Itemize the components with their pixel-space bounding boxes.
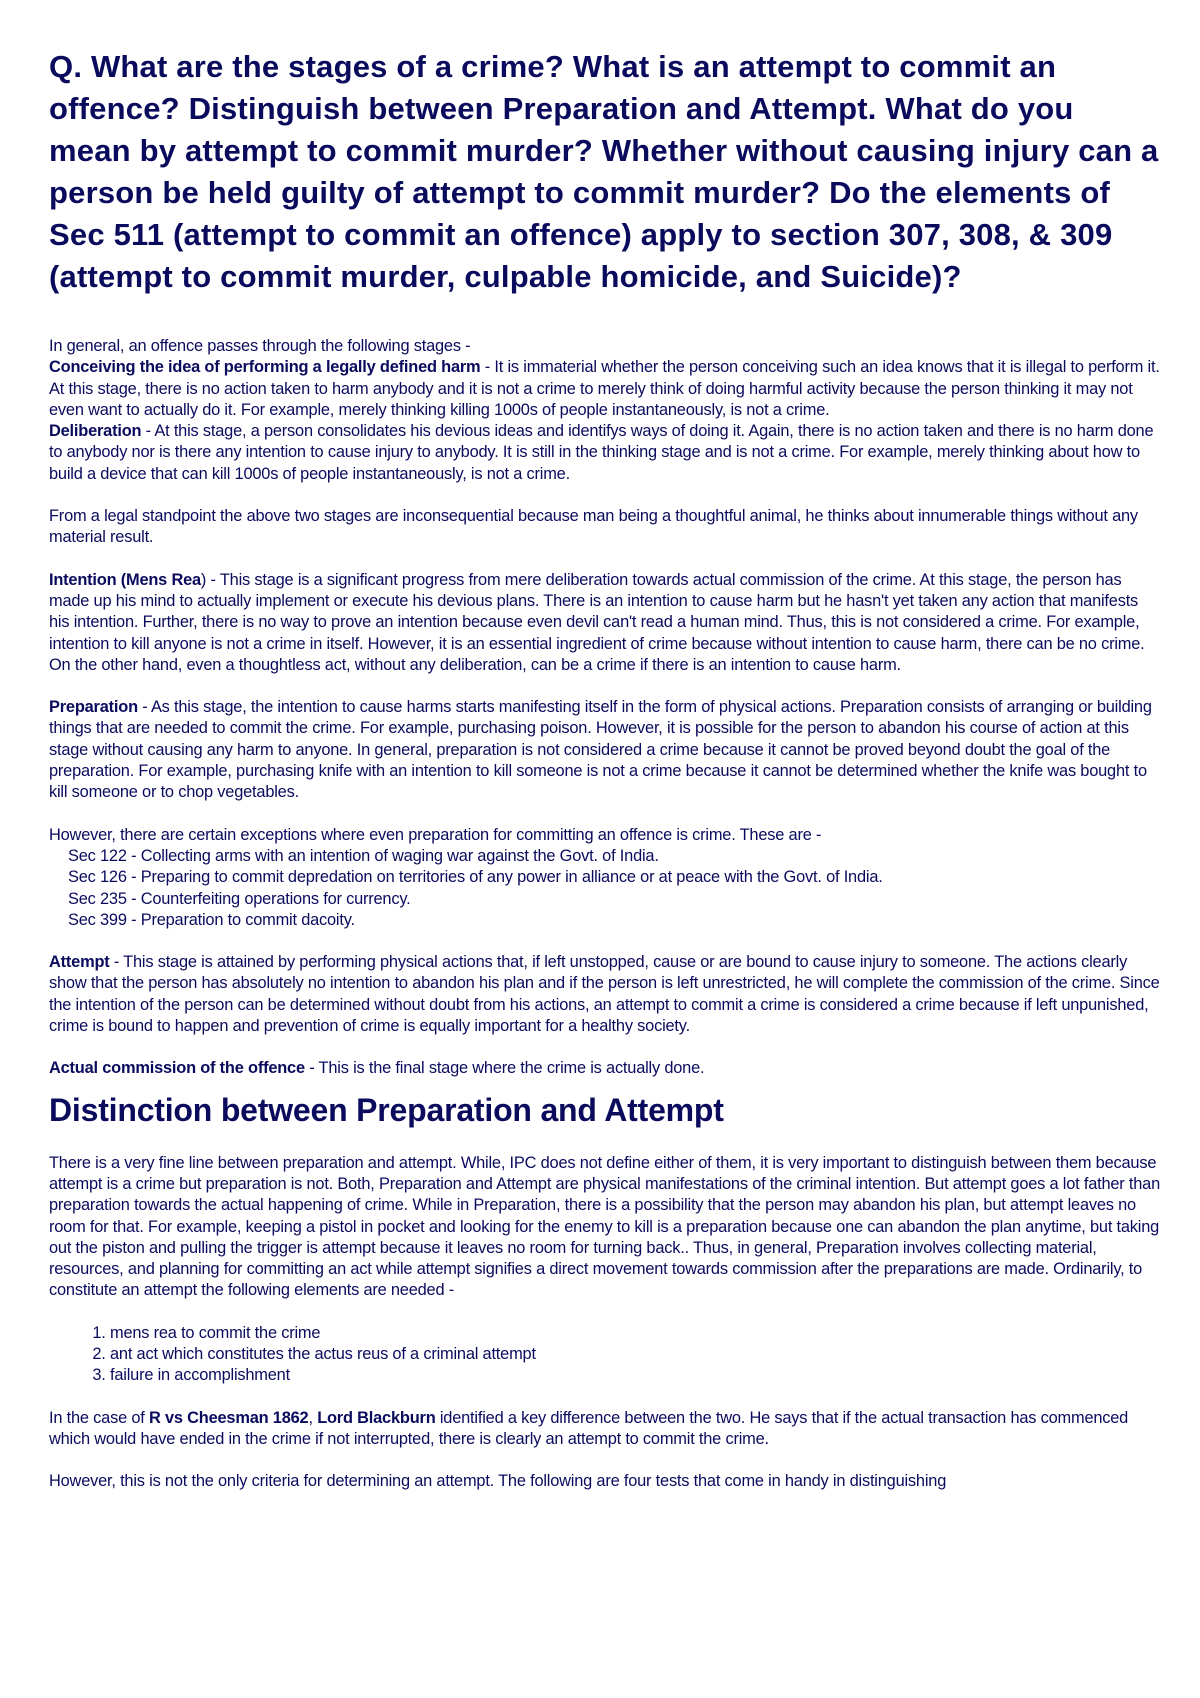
cheesman-post: identified a key difference between the two. He says that if the actual transaction has commenced which would have ended in the crime if not interrupted, there is clearly an attempt to commit the crime.	[49, 1408, 1129, 1448]
paragraph-gap	[49, 485, 1161, 506]
cheesman-paragraph	[49, 1408, 1161, 1451]
stage-preparation	[49, 697, 1161, 803]
distinction-heading: Distinction between Preparation and Attempt	[49, 1091, 724, 1128]
stage-text-attempt: - This stage is attained by performing physical actions that, if left unstopped, cause or are bound to cause injury to someone. The actions clearly show that the person has absolutely no intention to abandon his plan and if the person is left unrestricted, he will complete the commission of the crime. Since the intention of the person can be determined without doubt from his actions, an attempt to commit a crime is considered a crime because if left unpunished, crime is bound to happen and prevention of crime is equally important for a healthy society.	[49, 953, 1160, 1036]
stage-text-conceiving: - It is immaterial whether the person conceiving such an idea knows that it is illegal to perform it. At this stage, there is no action taken to harm anybody and it is not a crime to merely think of doing harmful activity because the person thinking it may not even want to actually do it. For example, merely thinking killing 1000s of people instantaneously, is not a crime.	[49, 358, 1160, 419]
intro-paragraph: In general, an offence passes through the following stages -	[49, 337, 471, 355]
paragraph-gap	[49, 549, 1161, 570]
cheesman-mid: ,	[308, 1408, 318, 1427]
distinction-paragraph: There is a very fine line between preparation and attempt. While, IPC does not define either of them, it is very important to distinguish between them because attempt is a crime but preparation is not. Both, Preparation and Attempt are physical manifestations of the criminal intention. But attempt goes a lot father than preparation towards the actual happening of crime. While in Preparation, there is a possibility that the person may abandon his plan, but attempt leaves no room for that. For example, keeping a pistol in pocket and looking for the enemy to kill is a preparation because one can abandon the plan anytime, but taking out the piston and pulling the trigger is attempt because it leaves no room for turning back.. Thus, in general, Preparation involves collecting material, resources, and planning for committing an act while attempt signifies a direct movement towards commission after the preparations are made. Ordinarily, to constitute an attempt the following elements are needed -	[49, 1153, 1161, 1300]
stage-intention	[49, 570, 1161, 676]
paragraph-gap	[49, 1450, 1161, 1471]
paragraph-gap	[49, 931, 1161, 952]
stage-text-actual: - This is the final stage where the crime is actually done.	[304, 1059, 705, 1078]
paragraph-gap	[49, 1302, 1161, 1323]
attempt-element-item: 3. failure in accomplishment	[110, 1365, 1161, 1386]
document-page	[49, 46, 1161, 1492]
stage-term-intention: Intention (Mens Rea	[49, 570, 201, 589]
attempt-element-item: 1. mens rea to commit the crime	[110, 1323, 1161, 1344]
legal-standpoint-paragraph: From a legal standpoint the above two stages are inconsequential because man being a thoughtful animal, he thinks about innumerable things without any material result.	[49, 507, 1138, 547]
stage-text-preparation: - As this stage, the intention to cause harms starts manifesting itself in the form of physical actions. Preparation consists of arranging or building things that are needed to commit the crime. For example, purchasing poison. However, it is possible for the person to abandon his course of action at this stage without causing any harm to anyone. In general, preparation is not considered a crime because it cannot be proved beyond doubt the goal of the preparation. For example, purchasing knife with an intention to kill someone is not a crime because it cannot be determined whether the knife was bought to kill someone or to chop vegetables.	[49, 698, 1152, 802]
paragraph-gap	[49, 676, 1161, 697]
exception-item: Sec 399 - Preparation to commit dacoity.	[68, 910, 355, 929]
stage-attempt	[49, 952, 1161, 1037]
attempt-elements-list	[49, 1323, 1161, 1387]
stage-term-deliberation: Deliberation	[49, 422, 142, 441]
closing-paragraph: However, this is not the only criteria for determining an attempt. The following are four tests that come in handy in distinguishing	[49, 1472, 947, 1491]
exception-item: Sec 122 - Collecting arms with an intention of waging war against the Govt. of India.	[68, 846, 659, 865]
stage-text-deliberation: - At this stage, a person consolidates his devious ideas and identifys ways of doing it. Again, there is no action taken and there is no harm done to anybody nor is there any intention to cause injury to anybody. It is still in the thinking stage and is not a crime. For example, merely thinking about how to build a device that can kill 1000s of people instantaneously, is not a crime.	[49, 422, 1154, 483]
attempt-element-item: 2. ant act which constitutes the actus reus of a criminal attempt	[110, 1344, 1161, 1365]
exceptions-list	[49, 846, 1161, 931]
exceptions-intro: However, there are certain exceptions where even preparation for committing an offence is crime. These are -	[49, 825, 822, 844]
stage-conceiving	[49, 357, 1161, 421]
paragraph-gap	[49, 1387, 1161, 1408]
cheesman-pre: In the case of	[49, 1408, 149, 1427]
stage-actual-commission	[49, 1058, 1161, 1079]
stage-text-intention: ) - This stage is a significant progress from mere deliberation towards actual commission of the crime. At this stage, the person has made up his mind to actually implement or execute his devious plans. There is an intention to cause harm but he hasn't yet taken any action that manifests his intention. Further, there is no way to prove an intention because even devil can't read a human mind. Thus, this is not considered a crime. For example, intention to kill anyone is not a crime in itself. However, it is an essential ingredient of crime because without intention to cause harm, there can be no crime. On the other hand, even a thoughtless act, without any deliberation, can be a crime if there is an intention to cause harm.	[49, 570, 1145, 674]
paragraph-gap	[49, 1037, 1161, 1058]
case-name: R vs Cheesman 1862	[148, 1408, 309, 1427]
paragraph-gap	[49, 804, 1161, 825]
document-body	[49, 336, 1161, 1492]
stage-term-attempt: Attempt	[49, 953, 110, 972]
stage-term-actual: Actual commission of the offence	[49, 1059, 305, 1078]
stage-term-preparation: Preparation	[49, 698, 138, 717]
stage-term-conceiving: Conceiving the idea of performing a legally defined harm	[49, 358, 481, 377]
exception-item: Sec 235 - Counterfeiting operations for currency.	[68, 889, 411, 908]
question-heading: Q. What are the stages of a crime? What is an attempt to commit an offence? Distinguish between Preparation and Attempt. What do you mean by attempt to commit murder? Whether without causing injury can a person be held guilty of attempt to commit murder? Do the elements of Sec 511 (attempt to commit an offence) apply to section 307, 308, & 309 (attempt to commit murder, culpable homicide, and Suicide)?	[49, 49, 1159, 294]
judge-name: Lord Blackburn	[317, 1408, 436, 1427]
stage-deliberation	[49, 421, 1161, 485]
exception-item: Sec 126 - Preparing to commit depredation on territories of any power in alliance or at peace with the Govt. of India.	[68, 868, 883, 887]
